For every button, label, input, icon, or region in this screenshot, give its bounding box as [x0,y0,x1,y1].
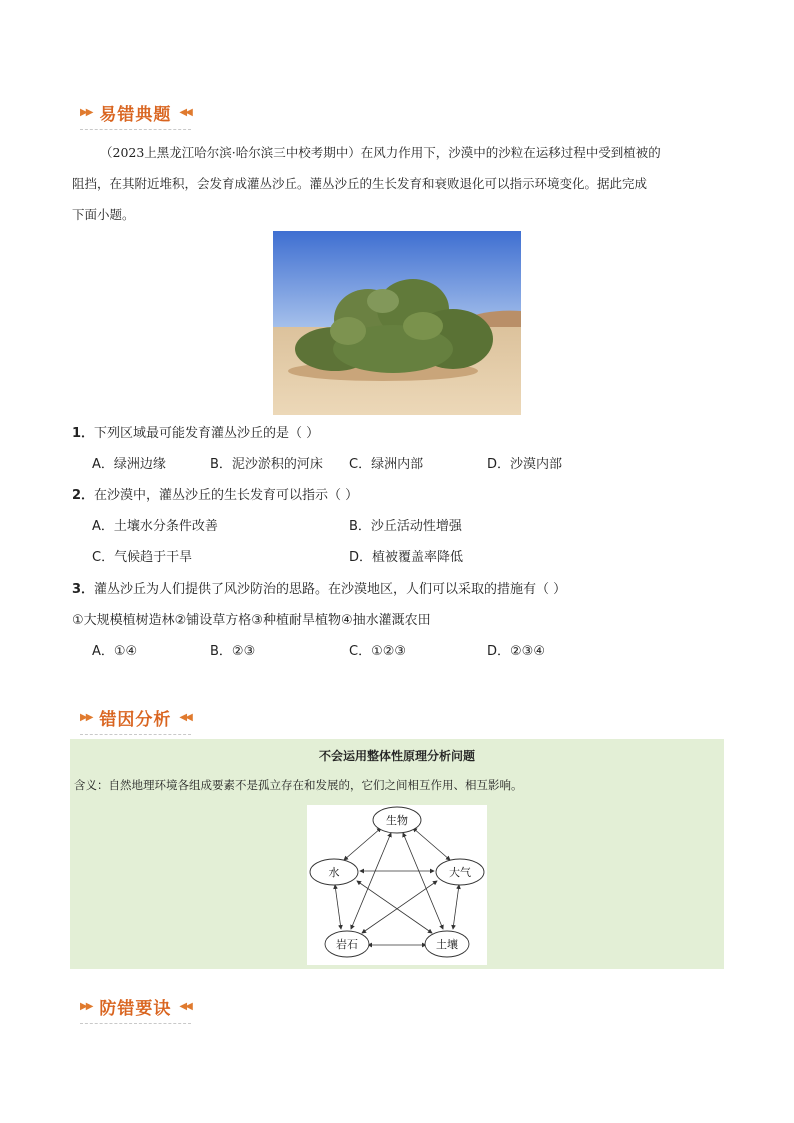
arrow-bio-air [413,828,450,860]
option-a: A．土壤水分条件改善 [92,519,218,534]
question-3 [72,580,566,600]
option-a: A．①④ [92,644,138,659]
question-text: 灌丛沙丘为人们提供了风沙防治的思路。在沙漠地区，人们可以采取的措施有（ ） [94,582,567,597]
right-triangles-icon: ▶▶ [80,1001,92,1012]
section-title: 错因分析 [99,710,172,730]
integrity-diagram [307,805,487,965]
arrow-water-rock [335,885,341,929]
option-d: D．②③④ [487,644,545,659]
arrow-water-soil [357,881,432,933]
node-rock: 岩石 [336,938,358,951]
option-b: B．沙丘活动性增强 [349,519,462,534]
option-b: B．泥沙淤积的河床 [210,457,323,472]
intro-line: 阻挡，在其附近堆积，会发育成灌丛沙丘。灌丛沙丘的生长发育和衰败退化可以指示环境变化。据此完成 [72,176,648,191]
option-c: C．绿洲内部 [349,457,424,472]
question-text: 下列区域最可能发育灌丛沙丘的是（ ） [94,426,320,441]
node-bio: 生物 [386,814,408,827]
option-c: C．气候趋于干旱 [92,550,193,565]
analysis-box-text: 含义：自然地理环境各组成要素不是孤立存在和发展的，它们之间相互作用、相互影响。 [74,778,523,792]
node-air: 大气 [449,866,471,879]
question-1 [72,424,319,444]
question-number: 1． [72,426,95,441]
option-a: A．绿洲边缘 [92,457,166,472]
question-3-measures: ①大规模植树造林②铺设草方格③种植耐旱植物④抽水灌溉农田 [72,613,431,628]
option-c: C．①②③ [349,644,407,659]
section-title: 易错典题 [99,105,172,125]
section-heading-tips [80,994,191,1024]
question-number: 3． [72,582,95,597]
intro-paragraph [72,137,724,230]
section-title: 防错要诀 [99,999,172,1019]
left-triangles-icon: ◀◀ [179,712,191,723]
arrow-bio-water [344,828,381,860]
arrow-air-soil [453,885,459,929]
section-heading-typical [80,100,191,130]
option-d: D．沙漠内部 [487,457,563,472]
section-heading-analysis [80,705,191,735]
node-soil: 土壤 [436,938,458,951]
option-d: D．植被覆盖率降低 [349,550,464,565]
analysis-box-title: 不会运用整体性原理分析问题 [318,749,475,763]
arrow-air-rock [362,881,437,933]
left-triangles-icon: ◀◀ [179,107,191,118]
question-number: 2． [72,488,95,503]
left-triangles-icon: ◀◀ [179,1001,191,1012]
shrub-dune-photo [273,231,521,415]
option-b: B．②③ [210,644,256,659]
question-text: 在沙漠中，灌丛沙丘的生长发育可以指示（ ） [94,488,359,503]
right-triangles-icon: ▶▶ [80,107,92,118]
node-water: 水 [328,866,340,879]
intro-line: （2023上黑龙江哈尔滨·哈尔滨三中校考期中）在风力作用下，沙漠中的沙粒在运移过程中受到植被的 [100,145,661,160]
right-triangles-icon: ▶▶ [80,712,92,723]
question-2 [72,486,358,506]
intro-line: 下面小题。 [72,207,135,222]
